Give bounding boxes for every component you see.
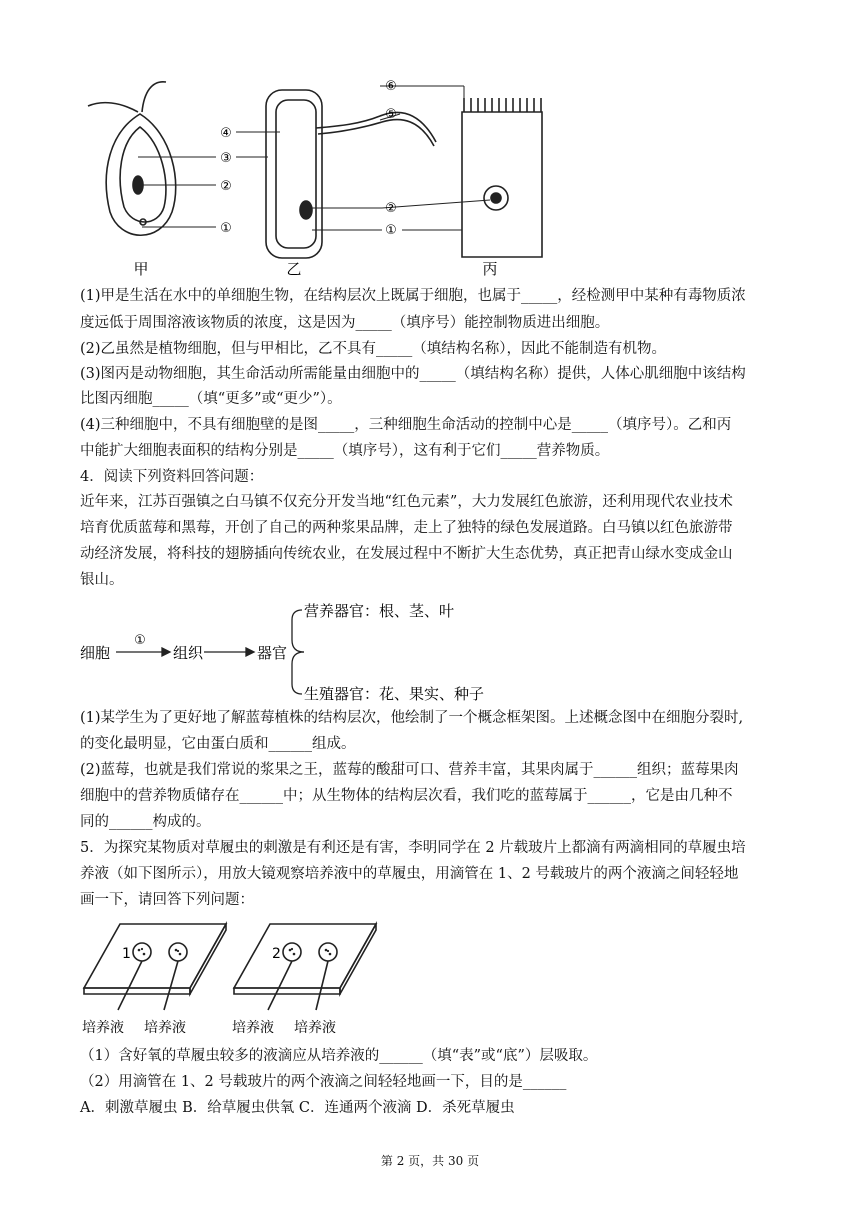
cell-diagram-figure [80,72,550,277]
label-yi: 乙 [286,260,302,277]
q3-p3-line1: (3)图丙是动物细胞，其生命活动所需能量由细胞中的_____（填结构名称）提供，人体心肌细胞中该结构 [80,366,746,382]
q5-p1: （1）含好氧的草履虫较多的液滴应从培养液的______（填“表”或“底”）层吸取。 [80,1048,598,1064]
concept-organ: 器官 [257,644,288,662]
marker-1: ① [220,221,232,236]
concept-diagram [80,600,520,705]
culture-label-4: 培养液 [294,1020,336,1036]
q3-p1-line1: (1)甲是生活在水中的单细胞生物，在结构层次上既属于细胞，也属于_____，经检测甲中某种有毒物质浓 [80,288,746,304]
q4-p2-line1: (2)蓝莓，也就是我们常说的浆果之王，蓝莓的酸甜可口、营养丰富，其果肉属于______组织；蓝莓果肉 [80,762,739,778]
q4-p1-line1: (1)某学生为了更好地了解蓝莓植株的结构层次，他绘制了一个概念框架图。上述概念图中在细胞分裂时, [80,710,744,726]
slides-figure [80,918,390,1038]
q4-material-line2: 培育优质蓝莓和黑莓，开创了自己的两种浆果品牌，走上了独特的绿色发展道路。白马镇以红色旅游带 [80,520,733,536]
slide-1-number: 1 [122,946,131,962]
cell-yi [266,90,436,258]
marker-1b: ① [385,223,397,238]
culture-label-2: 培养液 [144,1020,186,1036]
marker-2b: ② [385,201,397,216]
q5-line2: 养液（如下图所示），用放大镜观察培养液中的草履虫，用滴管在 1、2 号载玻片的两个液滴之间轻轻地 [80,866,739,882]
cell-bing [462,98,542,257]
concept-step-1: ① [134,633,146,648]
label-bing: 丙 [482,260,498,277]
label-jia: 甲 [133,260,149,277]
q3-p3-line2: 比图丙细胞_____（填“更多”或“更少”）。 [80,391,342,407]
concept-tissue: 组织 [173,644,204,662]
marker-2: ② [220,179,232,194]
q4-title: 4．阅读下列资料回答问题： [80,469,264,485]
q4-p2-line3: 同的______构成的。 [80,814,211,830]
q5-options: A．刺激草履虫 B．给草履虫供氧 C．连通两个液滴 D．杀死草履虫 [80,1100,515,1116]
concept-cell: 细胞 [80,644,111,662]
cell-jia [88,82,176,235]
q4-p1-line2: 的变化最明显，它由蛋白质和______组成。 [80,736,356,752]
concept-reproductive: 生殖器官：花、果实、种子 [304,685,485,703]
marker-5: ⑤ [385,107,397,122]
page-footer: 第 2 页，共 30 页 [380,1154,480,1168]
q4-p2-line2: 细胞中的营养物质储存在______中；从生物体的结构层次看，我们吃的蓝莓属于______，它是由几种不 [80,788,733,804]
slide-2-number: 2 [272,946,281,962]
q5-line3: 画一下，请回答下列问题： [80,892,254,908]
q4-material-line4: 银山。 [80,572,124,588]
culture-label-1: 培养液 [82,1020,124,1036]
q4-material-line3: 动经济发展，将科技的翅膀插向传统农业，在发展过程中不断扩大生态优势，真正把青山绿水变成金山 [80,546,733,562]
concept-vegetative: 营养器官：根、茎、叶 [304,602,455,620]
pointer-lines [138,86,490,230]
q3-p2: (2)乙虽然是植物细胞，但与甲相比，乙不具有_____（填结构名称），因此不能制造有机物。 [80,341,667,357]
q3-p4-line1: (4)三种细胞中，不具有细胞壁的是图_____，三种细胞生命活动的控制中心是_____（填序号）。乙和丙 [80,417,732,433]
q3-p4-line2: 中能扩大细胞表面积的结构分别是_____（填序号），这有利于它们_____营养物质。 [80,443,610,459]
marker-3: ③ [220,151,232,166]
q5-line1: 5．为探究某物质对草履虫的刺激是有利还是有害，李明同学在 2 片载玻片上都滴有两滴相同的草履虫培 [80,840,746,856]
q5-p2: （2）用滴管在 1、2 号载玻片的两个液滴之间轻轻地画一下，目的是______ [80,1074,567,1090]
marker-6: ⑥ [385,79,397,94]
q4-material-line1: 近年来，江苏百强镇之白马镇不仅充分开发当地“红色元素”，大力发展红色旅游，还利用现代农业技术 [80,494,733,510]
marker-4: ④ [220,126,232,141]
q3-p1-line2: 度远低于周围溶液该物质的浓度，这是因为_____（填序号）能控制物质进出细胞。 [80,315,610,331]
culture-label-3: 培养液 [232,1020,274,1036]
